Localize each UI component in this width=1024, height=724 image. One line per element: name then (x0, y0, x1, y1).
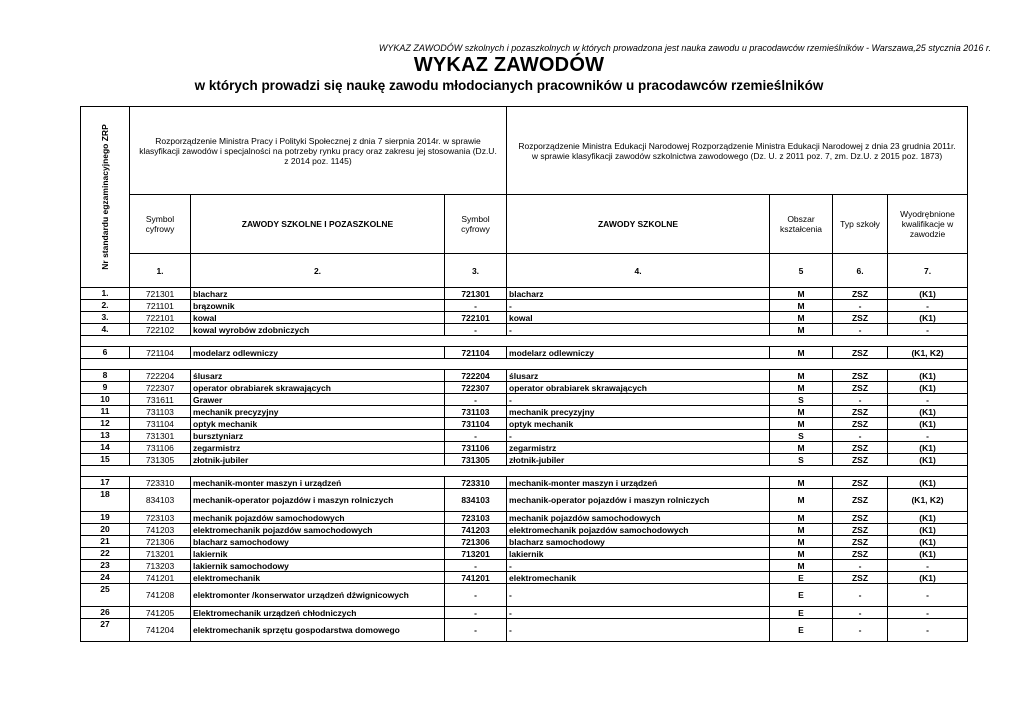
cell-nr: 17 (81, 477, 130, 489)
column-number-row (81, 254, 968, 288)
cell-area: M (770, 324, 833, 336)
cell-profession1: Elektromechanik urządzeń chłodniczych (191, 607, 445, 619)
col-header-qualifications: Wyodrębnione kwalifikacje w zawodzie (888, 195, 968, 254)
col-header-symbol1: Symbol cyfrowy (130, 195, 191, 254)
cell-qualifications: - (888, 560, 968, 572)
cell-symbol1: 722307 (130, 382, 191, 394)
column-header-row (81, 195, 968, 254)
table-row (81, 477, 968, 489)
cell-profession2: - (507, 607, 770, 619)
cell-symbol1: 731103 (130, 406, 191, 418)
table-row (81, 300, 968, 312)
cell-school-type: ZSZ (833, 288, 888, 300)
cell-school-type: - (833, 560, 888, 572)
page-title: WYKAZ ZAWODÓW (413, 54, 605, 76)
cell-symbol2: 741203 (445, 524, 507, 536)
cell-nr: 20 (81, 524, 130, 536)
cell-qualifications: (K1) (888, 477, 968, 489)
col-number: 6. (833, 254, 888, 288)
cell-symbol2: - (445, 300, 507, 312)
cell-school-type: - (833, 300, 888, 312)
cell-school-type: ZSZ (833, 312, 888, 324)
group-header-right: Rozporządzenie Ministra Edukacji Narodowej Rozporządzenie Ministra Edukacji Narodowej z dnia 23 grudnia 2011r. w sprawie klasyfikacji zawodów szkolnictwa zawodowego (Dz. U. z 2011 poz. 7, zm. Dz.U. z 2015 poz. 1873) (507, 107, 968, 195)
table-row (81, 442, 968, 454)
cell-profession1: bursztyniarz (191, 430, 445, 442)
table-row (81, 607, 968, 619)
cell-nr: 23 (81, 560, 130, 572)
cell-area: M (770, 300, 833, 312)
col-header-symbol2: Symbol cyfrowy (445, 195, 507, 254)
cell-symbol1: 741208 (130, 584, 191, 607)
col-number: 1. (130, 254, 191, 288)
cell-profession1: brązownik (191, 300, 445, 312)
table-body (81, 107, 968, 642)
cell-symbol1: 721104 (130, 347, 191, 359)
table-row (81, 454, 968, 466)
cell-qualifications: (K1) (888, 548, 968, 560)
cell-nr: 22 (81, 548, 130, 560)
cell-profession2: - (507, 394, 770, 406)
cell-symbol2: 722101 (445, 312, 507, 324)
cell-qualifications: - (888, 619, 968, 642)
cell-symbol2: - (445, 394, 507, 406)
cell-nr: 14 (81, 442, 130, 454)
cell-area: E (770, 572, 833, 584)
document-note: WYKAZ ZAWODÓW szkolnych i pozaszkolnych w których prowadzona jest nauka zawodu u pracodawców rzemieślników - Warszawa,25 stycznia 2016 r. (378, 43, 991, 53)
cell-symbol2: 721104 (445, 347, 507, 359)
cell-school-type: ZSZ (833, 347, 888, 359)
cell-profession2: kowal (507, 312, 770, 324)
table-row (81, 347, 968, 359)
cell-symbol2: - (445, 607, 507, 619)
cell-qualifications: (K1) (888, 454, 968, 466)
group-header-left: Rozporządzenie Ministra Pracy i Polityki Społecznej z dnia 7 sierpnia 2014r. w sprawie klasyfikacji zawodów i specjalności na potrzeby rynku pracy oraz zakresu jej stosowania (Dz.U. z 2014 poz. 1145) (130, 107, 507, 195)
cell-profession2: - (507, 619, 770, 642)
col-number: 4. (507, 254, 770, 288)
cell-profession2: elektromechanik (507, 572, 770, 584)
cell-symbol2: 722307 (445, 382, 507, 394)
table-row (81, 382, 968, 394)
cell-symbol2: 834103 (445, 489, 507, 512)
cell-qualifications: (K1, K2) (888, 489, 968, 512)
cell-qualifications: (K1, K2) (888, 347, 968, 359)
cell-symbol2: 713201 (445, 548, 507, 560)
cell-symbol1: 722101 (130, 312, 191, 324)
cell-area: S (770, 394, 833, 406)
table-row (81, 406, 968, 418)
cell-school-type: ZSZ (833, 524, 888, 536)
cell-nr: 12 (81, 418, 130, 430)
cell-profession2: mechanik-operator pojazdów i maszyn rolniczych (507, 489, 770, 512)
cell-nr: 18 (81, 489, 130, 512)
cell-profession2: zegarmistrz (507, 442, 770, 454)
spacer-row (81, 359, 968, 370)
vertical-header-cell (81, 107, 130, 288)
cell-nr: 13 (81, 430, 130, 442)
cell-nr: 27 (81, 619, 130, 642)
cell-profession1: mechanik pojazdów samochodowych (191, 512, 445, 524)
cell-profession1: modelarz odlewniczy (191, 347, 445, 359)
cell-profession2: lakiernik (507, 548, 770, 560)
cell-school-type: - (833, 430, 888, 442)
cell-profession1: elektromonter /konserwator urządzeń dźwignicowych (191, 584, 445, 607)
cell-symbol1: 723103 (130, 512, 191, 524)
cell-area: M (770, 406, 833, 418)
table-row (81, 572, 968, 584)
cell-area: M (770, 347, 833, 359)
cell-nr: 9 (81, 382, 130, 394)
cell-profession1: lakiernik (191, 548, 445, 560)
cell-profession1: blacharz samochodowy (191, 536, 445, 548)
cell-area: M (770, 312, 833, 324)
table-row (81, 288, 968, 300)
cell-school-type: - (833, 619, 888, 642)
cell-symbol2: 741201 (445, 572, 507, 584)
cell-symbol1: 741203 (130, 524, 191, 536)
cell-symbol2: 722204 (445, 370, 507, 382)
professions-table (80, 106, 968, 642)
cell-qualifications: - (888, 607, 968, 619)
cell-symbol1: 731104 (130, 418, 191, 430)
cell-school-type: - (833, 607, 888, 619)
cell-area: M (770, 489, 833, 512)
cell-profession1: kowal wyrobów zdobniczych (191, 324, 445, 336)
cell-symbol2: 731104 (445, 418, 507, 430)
cell-profession2: ślusarz (507, 370, 770, 382)
table-row (81, 560, 968, 572)
cell-nr: 6 (81, 347, 130, 359)
vertical-header-label: Nr standardu egzaminacyjnego ZRP (100, 124, 110, 270)
cell-school-type: ZSZ (833, 548, 888, 560)
cell-qualifications: - (888, 430, 968, 442)
cell-profession2: - (507, 300, 770, 312)
table-row (81, 489, 968, 512)
cell-area: M (770, 560, 833, 572)
cell-profession1: elektromechanik sprzętu gospodarstwa domowego (191, 619, 445, 642)
cell-symbol1: 741201 (130, 572, 191, 584)
col-header-area: Obszar kształcenia (770, 195, 833, 254)
cell-profession2: operator obrabiarek skrawających (507, 382, 770, 394)
cell-area: M (770, 442, 833, 454)
spacer-row (81, 336, 968, 347)
table-row (81, 512, 968, 524)
cell-profession2: mechanik precyzyjny (507, 406, 770, 418)
cell-profession1: blacharz (191, 288, 445, 300)
cell-qualifications: - (888, 324, 968, 336)
cell-profession2: - (507, 324, 770, 336)
col-header-school-type: Typ szkoły (833, 195, 888, 254)
cell-symbol2: 731106 (445, 442, 507, 454)
cell-school-type: ZSZ (833, 536, 888, 548)
cell-profession1: lakiernik samochodowy (191, 560, 445, 572)
cell-symbol1: 721306 (130, 536, 191, 548)
cell-symbol2: - (445, 619, 507, 642)
cell-profession2: złotnik-jubiler (507, 454, 770, 466)
cell-qualifications: (K1) (888, 536, 968, 548)
cell-profession2: - (507, 584, 770, 607)
table-row (81, 430, 968, 442)
cell-qualifications: (K1) (888, 288, 968, 300)
cell-profession1: zegarmistrz (191, 442, 445, 454)
cell-qualifications: (K1) (888, 382, 968, 394)
cell-nr: 10 (81, 394, 130, 406)
cell-area: E (770, 584, 833, 607)
cell-school-type: ZSZ (833, 512, 888, 524)
cell-qualifications: (K1) (888, 418, 968, 430)
table-row (81, 418, 968, 430)
cell-school-type: - (833, 324, 888, 336)
cell-profession1: mechanik-operator pojazdów i maszyn rolniczych (191, 489, 445, 512)
cell-profession2: optyk mechanik (507, 418, 770, 430)
cell-symbol1: 721101 (130, 300, 191, 312)
cell-profession2: blacharz (507, 288, 770, 300)
cell-symbol1: 721301 (130, 288, 191, 300)
cell-profession2: blacharz samochodowy (507, 536, 770, 548)
cell-nr: 1. (81, 288, 130, 300)
cell-area: E (770, 607, 833, 619)
cell-qualifications: - (888, 300, 968, 312)
cell-qualifications: (K1) (888, 572, 968, 584)
col-number: 5 (770, 254, 833, 288)
cell-school-type: ZSZ (833, 572, 888, 584)
cell-symbol2: - (445, 324, 507, 336)
cell-symbol2: 731305 (445, 454, 507, 466)
cell-symbol2: - (445, 584, 507, 607)
cell-profession1: mechanik-monter maszyn i urządzeń (191, 477, 445, 489)
cell-nr: 25 (81, 584, 130, 607)
cell-profession1: elektromechanik (191, 572, 445, 584)
cell-symbol1: 731305 (130, 454, 191, 466)
cell-symbol2: 731103 (445, 406, 507, 418)
cell-symbol1: 731106 (130, 442, 191, 454)
cell-symbol2: 723310 (445, 477, 507, 489)
cell-profession1: kowal (191, 312, 445, 324)
cell-symbol2: 721301 (445, 288, 507, 300)
cell-nr: 24 (81, 572, 130, 584)
cell-area: M (770, 288, 833, 300)
spacer-cell (81, 466, 968, 477)
cell-profession1: złotnik-jubiler (191, 454, 445, 466)
cell-school-type: ZSZ (833, 442, 888, 454)
cell-symbol2: 723103 (445, 512, 507, 524)
cell-profession1: Grawer (191, 394, 445, 406)
cell-symbol1: 741205 (130, 607, 191, 619)
cell-symbol1: 722204 (130, 370, 191, 382)
cell-symbol1: 723310 (130, 477, 191, 489)
table-row (81, 524, 968, 536)
cell-nr: 3. (81, 312, 130, 324)
cell-profession1: mechanik precyzyjny (191, 406, 445, 418)
table-row (81, 394, 968, 406)
cell-area: M (770, 418, 833, 430)
cell-symbol1: 834103 (130, 489, 191, 512)
cell-qualifications: (K1) (888, 312, 968, 324)
cell-area: M (770, 382, 833, 394)
col-number: 2. (191, 254, 445, 288)
cell-qualifications: (K1) (888, 512, 968, 524)
spacer-cell (81, 336, 968, 347)
cell-area: M (770, 477, 833, 489)
cell-area: M (770, 536, 833, 548)
table-row (81, 324, 968, 336)
cell-symbol2: - (445, 430, 507, 442)
cell-school-type: ZSZ (833, 370, 888, 382)
cell-school-type: ZSZ (833, 489, 888, 512)
cell-qualifications: - (888, 394, 968, 406)
cell-area: M (770, 512, 833, 524)
cell-school-type: - (833, 584, 888, 607)
cell-symbol1: 731301 (130, 430, 191, 442)
table-row (81, 312, 968, 324)
cell-profession2: - (507, 560, 770, 572)
cell-area: S (770, 454, 833, 466)
spacer-row (81, 466, 968, 477)
cell-profession1: elektromechanik pojazdów samochodowych (191, 524, 445, 536)
cell-qualifications: - (888, 584, 968, 607)
cell-profession1: operator obrabiarek skrawających (191, 382, 445, 394)
cell-qualifications: (K1) (888, 370, 968, 382)
cell-area: M (770, 548, 833, 560)
cell-symbol1: 722102 (130, 324, 191, 336)
cell-nr: 19 (81, 512, 130, 524)
cell-nr: 21 (81, 536, 130, 548)
header-group-row (81, 107, 968, 195)
cell-symbol2: - (445, 560, 507, 572)
table-row (81, 619, 968, 642)
cell-nr: 11 (81, 406, 130, 418)
cell-profession2: mechanik-monter maszyn i urządzeń (507, 477, 770, 489)
col-number: 3. (445, 254, 507, 288)
page-subtitle: w których prowadzi się naukę zawodu młodocianych pracowników u pracodawców rzemieślników (194, 78, 824, 93)
cell-qualifications: (K1) (888, 406, 968, 418)
cell-school-type: ZSZ (833, 454, 888, 466)
col-header-names1: ZAWODY SZKOLNE I POZASZKOLNE (191, 195, 445, 254)
cell-school-type: ZSZ (833, 418, 888, 430)
cell-symbol1: 713203 (130, 560, 191, 572)
table-row (81, 536, 968, 548)
cell-symbol1: 741204 (130, 619, 191, 642)
cell-nr: 2. (81, 300, 130, 312)
cell-nr: 15 (81, 454, 130, 466)
cell-school-type: ZSZ (833, 382, 888, 394)
cell-nr: 26 (81, 607, 130, 619)
cell-area: M (770, 370, 833, 382)
cell-school-type: ZSZ (833, 406, 888, 418)
col-header-names2: ZAWODY SZKOLNE (507, 195, 770, 254)
cell-nr: 4. (81, 324, 130, 336)
cell-profession2: elektromechanik pojazdów samochodowych (507, 524, 770, 536)
cell-symbol2: 721306 (445, 536, 507, 548)
cell-area: E (770, 619, 833, 642)
table-row (81, 370, 968, 382)
cell-area: M (770, 524, 833, 536)
cell-school-type: - (833, 394, 888, 406)
cell-nr: 8 (81, 370, 130, 382)
col-number: 7. (888, 254, 968, 288)
cell-area: S (770, 430, 833, 442)
cell-school-type: ZSZ (833, 477, 888, 489)
cell-profession2: - (507, 430, 770, 442)
cell-symbol1: 731611 (130, 394, 191, 406)
cell-profession2: modelarz odlewniczy (507, 347, 770, 359)
cell-profession1: ślusarz (191, 370, 445, 382)
cell-profession1: optyk mechanik (191, 418, 445, 430)
table-row (81, 584, 968, 607)
cell-symbol1: 713201 (130, 548, 191, 560)
cell-qualifications: (K1) (888, 524, 968, 536)
cell-profession2: mechanik pojazdów samochodowych (507, 512, 770, 524)
cell-qualifications: (K1) (888, 442, 968, 454)
table-row (81, 548, 968, 560)
spacer-cell (81, 359, 968, 370)
